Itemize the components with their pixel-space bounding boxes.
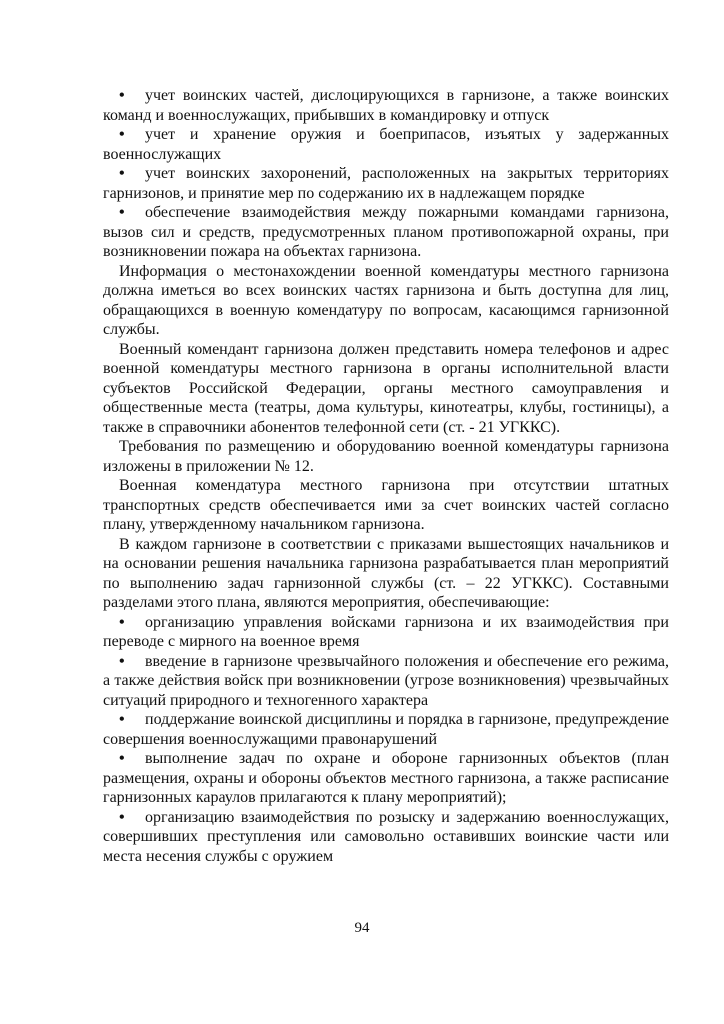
bullet-text: выполнение задач по охране и обороне гарнизонных объектов (план размещения, охраны и обороны объектов местного гарнизона, а также расписание гарнизонных караулов прилагаются к плану мероприятий); [103, 750, 669, 806]
paragraph: Военный комендант гарнизона должен представить номера телефонов и адрес военной комендатуры местного гарнизона в органы исполнительной власти субъектов Российской Федерации, органы местного самоуправления и общественные места (театры, дома культуры, кинотеатры, клубы, гостиницы), а также в справочники абонентов телефонной сети (ст. - 21 УГККС). [103, 340, 669, 436]
bullet-item [103, 613, 669, 652]
bullet-text: введение в гарнизоне чрезвычайного положения и обеспечение его режима, а также действия войск при возникновении (угрозе возникновения) чрезвычайных ситуаций природного и техногенного характера [103, 652, 669, 709]
bullet-icon: • [119, 126, 125, 143]
paragraph: В каждом гарнизоне в соответствии с приказами вышестоящих начальников и на основании решения начальника гарнизона разрабатывается план мероприятий по выполнению задач гарнизонной службы (ст. – 22 УГККС). Составными разделами этого плана, являются мероприятия, обеспечивающие: [103, 535, 669, 611]
page-number: 94 [354, 920, 370, 936]
bullet-text: поддержание воинской дисциплины и порядка в гарнизоне, предупреждение совершения военнослужащими правонарушений [103, 711, 669, 748]
paragraph: Военная комендатура местного гарнизона при отсутствии штатных транспортных средств обеспечивается ими за счет воинских частей согласно плану, утвержденному начальником гарнизона. [103, 477, 669, 533]
bullet-text: обеспечение взаимодействия между пожарными командами гарнизона, вызов сил и средств, предусмотренных планом противопожарной охраны, при возникновении пожара на объектах гарнизона. [103, 204, 669, 260]
bullet-icon: • [119, 652, 125, 670]
bullet-text: учет и хранение оружия и боеприпасов, изъятых у задержанных военнослужащих [103, 126, 669, 163]
bullet-item [103, 808, 669, 867]
bullet-item [103, 749, 669, 808]
bullet-icon: • [119, 87, 125, 104]
bullet-text: учет воинских захоронений, расположенных на закрытых территориях гарнизонов, и принятие мер по содержанию их в надлежащем порядке [103, 165, 669, 202]
bullet-icon: • [119, 808, 125, 826]
bullet-text: учет воинских частей, дислоцирующихся в гарнизоне, а также воинских команд и военнослужащих, прибывших в командировку и отпуск [103, 87, 669, 124]
bullet-text: организацию управления войсками гарнизона и их взаимодействия при переводе с мирного на военное время [103, 613, 669, 650]
bullet-item [103, 203, 669, 262]
bullet-icon: • [119, 750, 125, 767]
bullet-icon: • [119, 711, 125, 728]
bullet-icon: • [119, 613, 125, 631]
paragraph: Требования по размещению и оборудованию военной комендатуры гарнизона изложены в приложении № 12. [103, 438, 669, 475]
bullet-icon: • [119, 165, 125, 182]
document-page [103, 86, 669, 866]
bullet-item [103, 86, 669, 125]
bullet-item [103, 164, 669, 203]
bullet-item [103, 652, 669, 711]
bullet-item [103, 710, 669, 749]
paragraph: Информация о местонахождении военной комендатуры местного гарнизона должна иметься во всех воинских частях гарнизона и быть доступна для лиц, обращающихся в военную комендатуру по вопросам, касающимся гарнизонной службы. [103, 262, 669, 338]
bullet-text: организацию взаимодействия по розыску и задержанию военнослужащих, совершивших преступления или самовольно оставивших воинские части или места несения службы с оружием [103, 808, 669, 865]
bullet-icon: • [119, 204, 125, 221]
bullet-item [103, 125, 669, 164]
